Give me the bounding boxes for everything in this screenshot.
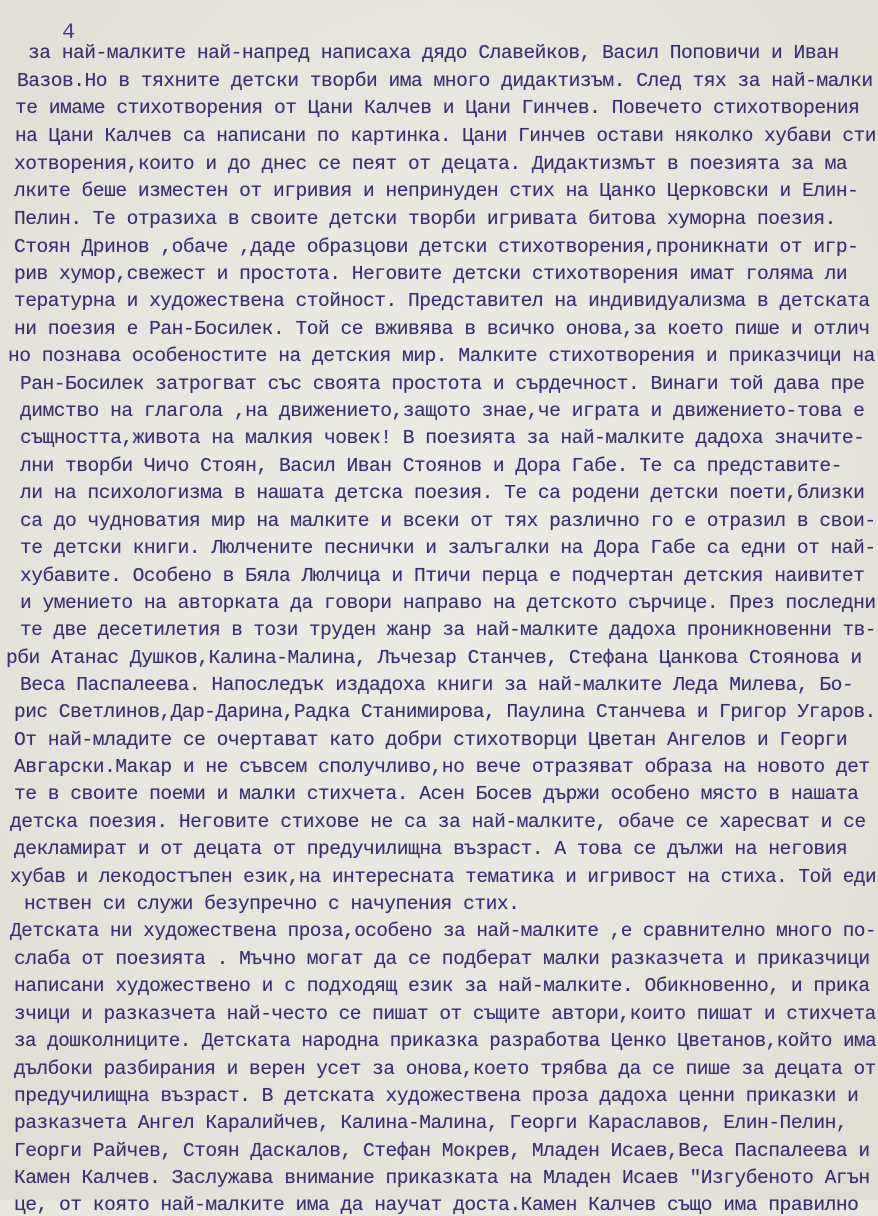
text-line: хубавите. Особено в Бяла Люлчица и Птичи перца е подчертан детския наивитет — [20, 565, 865, 587]
text-line: за най-малките най-напред написаха дядо Славейков, Васил Поповичи и Иван — [28, 42, 839, 64]
text-line: Авгарски.Макар и не съвсем сполучливо,но вече отразяват образа на новото дет — [14, 756, 870, 778]
text-line: ни поезия е Ран-Босилек. Той се вживява в всичко онова,за което пише и отлич — [14, 318, 870, 340]
text-line: це, от която най-малките има да научат доста.Камен Калчев също има правилно — [14, 1194, 859, 1216]
text-line: за дошколниците. Детската народна приказка разработва Ценко Цветанов,който има — [14, 1030, 877, 1052]
text-line: хотворения,които и до днес се пеят от децата. Дидактизмът в поезията за ма — [14, 153, 848, 175]
text-line: зчици и разказчета най-често се пишат от същите автори,които пишат и стихчета — [14, 1003, 876, 1025]
text-line: декламират и от децата от предучилищна възраст. А това се дължи на неговия — [14, 838, 848, 860]
text-line: те детски книги. Люлчените песнички и залъгалки на Дора Габе са едни от най- — [20, 537, 876, 559]
text-line: нствен си служи безупречно с начупения стих. — [24, 893, 520, 915]
text-line: са до чудноватия мир на малките и всеки от тях различно го е отразил в свои- — [20, 510, 876, 532]
text-line: От най-младите се очертават като добри стихотворци Цветан Ангелов и Георги — [14, 729, 848, 751]
text-line: димство на глагола ,на движението,защото знае,че играта и движението-това е — [20, 400, 865, 422]
text-line: Георги Райчев, Стоян Даскалов, Стефан Мокрев, Младен Исаев,Веса Паспалеева и — [14, 1140, 870, 1162]
text-line: Вазов.Но в тяхните детски творби има много дидактизъм. След тях за най-малки — [17, 70, 873, 92]
text-line: дълбоки разбирания и верен усет за онова,което трябва да се пише за децата от — [14, 1058, 876, 1080]
text-line: лни творби Чичо Стоян, Васил Иван Стоянов и Дора Габе. Те са представите- — [20, 455, 842, 477]
text-line: ли на психологизма в нашата детска поезия. Те са родени детски поети,близки — [20, 482, 865, 504]
text-line: рив хумор,свежест и простота. Неговите детски стихотворения имат голяма ли — [14, 263, 848, 285]
text-line: рби Атанас Душков,Калина-Малина, Лъчезар Станчев, Стефана Цанкова Стоянова и — [6, 647, 862, 669]
text-line: но познава особеностите на детския мир. Малките стихотворения и приказчици на — [8, 345, 875, 367]
text-line: Стоян Дринов ,обаче ,даде образцови детски стихотворения,проникнати от игр- — [14, 236, 859, 258]
text-line: Камен Калчев. Заслужава внимание приказката на Младен Исаев "Изгубеното Агън — [14, 1167, 870, 1189]
text-line: и умението на авторката да говори направо на детското сърчице. През последни — [20, 592, 876, 614]
text-line: детска поезия. Неговите стихове не са за най-малките, обаче се харесват и се — [10, 811, 866, 833]
text-line: предучилищна възраст. В детската художествена проза дадоха ценни приказки и — [14, 1085, 859, 1107]
text-line: на Цани Калчев са написани по картинка. Цани Гинчев остави няколко хубави сти — [15, 125, 876, 147]
text-line: лките беше изместен от игривия и непринуден стих на Цанко Церковски и Елин- — [14, 180, 859, 202]
text-line: Детската ни художествена проза,особено за най-малките ,е сравнително много по- — [10, 920, 877, 942]
text-line: Веса Паспалеева. Напоследък издадоха книги за най-малките Леда Милева, Бо- — [20, 674, 854, 696]
text-line: слаба от поезията . Мъчно могат да се подберат малки разказчета и приказчици — [14, 948, 870, 970]
text-line: те имаме стихотворения от Цани Калчев и Цани Гинчев. Повечето стихотворения — [15, 97, 860, 119]
text-line: разказчета Ангел Каралийчев, Калина-Малина, Георги Караславов, Елин-Пелин, — [14, 1112, 848, 1134]
text-line: Ран-Босилек затрогват със своята простота и сърдечност. Винаги той дава пре — [20, 373, 865, 395]
text-line: хубав и лекодостъпен език,на интересната тематика и игривост на стиха. Той еди — [10, 866, 877, 888]
text-line: тературна и художествена стойност. Представител на индивидуализма в детската — [14, 290, 870, 312]
text-line: написани художествено и с подходящ език за най-малките. Обикновенно, и прика — [14, 975, 870, 997]
text-line: Пелин. Те отразиха в своите детски творби игривата битова хуморна поезия. — [14, 208, 836, 230]
text-line: те в своите поеми и малки стихчета. Асен Босев държи особено място в нашата — [14, 783, 859, 805]
text-line: те две десетилетия в този труден жанр за най-малките дадоха проникновенни тв- — [20, 619, 876, 641]
page-number: 4 — [62, 20, 76, 45]
text-line: същността,живота на малкия човек! В поезията за най-малките дадоха значите- — [20, 427, 865, 449]
text-line: рис Светлинов,Дар-Дарина,Радка Станимирова, Паулина Станчева и Григор Угаров. — [14, 701, 876, 723]
